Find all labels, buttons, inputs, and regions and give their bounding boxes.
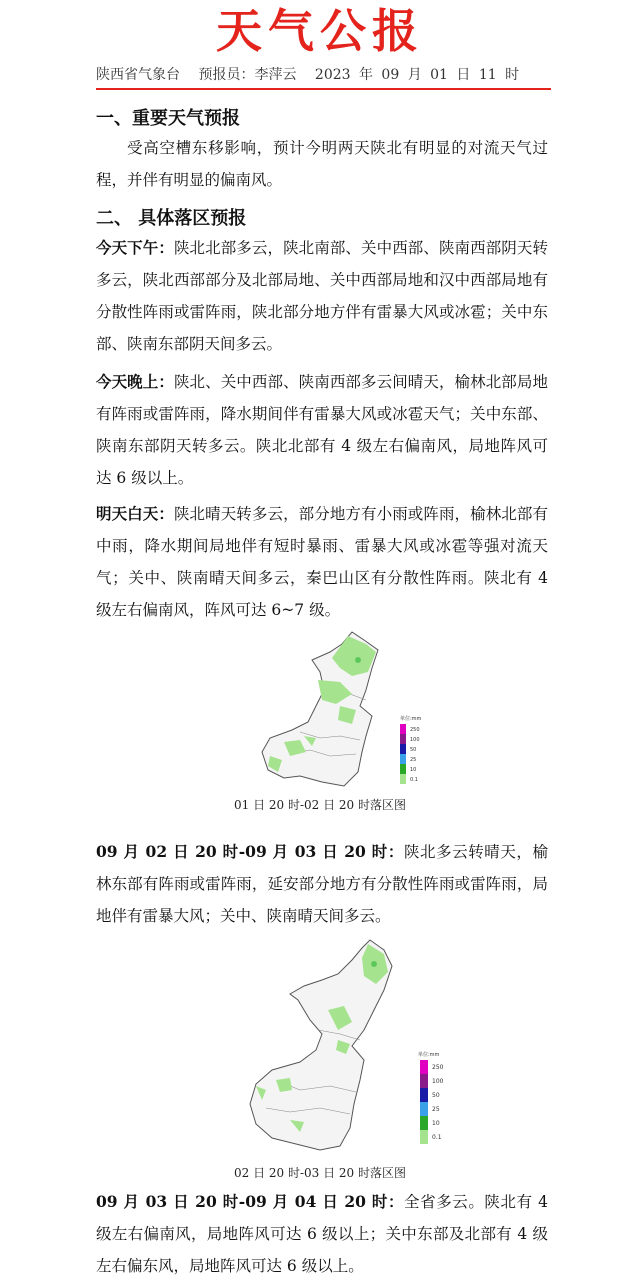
legend-unit: 单位:mm [400, 716, 422, 722]
legend-2 [418, 1051, 444, 1144]
legend-label: 250 [410, 727, 420, 733]
legend-label: 25 [410, 757, 417, 763]
period-label: 明天白天： [96, 504, 174, 523]
legend-label: 50 [410, 747, 417, 753]
title-divider [96, 88, 551, 90]
period-tomorrow-day [96, 498, 548, 626]
period-0903-0904 [96, 1186, 548, 1282]
period-text: 陕北、关中西部、陕南西部多云间晴天，榆林北部局地有阵雨或雷阵雨，降水期间伴有雷暴大风或冰雹天气；关中东部、陕南东部阴天转多云。陕北北部有 4 级左右偏南风，局地阵风可达 6 级以上。 [96, 373, 548, 487]
rain-area-1 [268, 636, 376, 772]
period-label: 今天晚上： [96, 372, 174, 391]
period-0902-0903 [96, 836, 548, 932]
period-text: 全省多云。陕北有 4 级左右偏南风，局地阵风可达 6 级以上；关中东部及北部有 4 级左右偏东风，局地阵风可达 6 级以上。 [96, 1193, 548, 1275]
period-text: 陕北晴天转多云，部分地方有小雨或阵雨，榆林北部有中雨，降水期间局地伴有短时暴雨、雷暴大风或冰雹等强对流天气；关中、陕南晴天间多云，秦巴山区有分散性阵雨。陕北有 4 级左右偏南风，阵风可达 6~7 级。 [96, 505, 548, 619]
report-meta [96, 64, 546, 86]
rain-area-2 [256, 944, 388, 1132]
legend-1 [400, 715, 422, 784]
issue-time: 2023 年 09 月 01 日 11 时 [314, 67, 520, 83]
map1-caption: 01 日 20 时-02 日 20 时落区图 [233, 798, 407, 812]
period-text: 陕北多云转晴天，榆林东部有阵雨或雷阵雨，延安部分地方有分散性阵雨或雷阵雨，局地伴有雷暴大风；关中、陕南晴天间多云。 [96, 843, 548, 925]
legend-label: 50 [432, 1092, 440, 1099]
period-label: 09 月 02 日 20 时-09 月 03 日 20 时： [96, 842, 404, 861]
legend-label: 10 [410, 767, 417, 773]
legend-label: 250 [432, 1064, 444, 1071]
report-title: 天气公报 [216, 4, 424, 58]
legend-label: 25 [432, 1106, 440, 1113]
legend-label: 0.1 [432, 1134, 442, 1141]
period-today-afternoon [96, 232, 548, 360]
period-label: 09 月 03 日 20 时-09 月 04 日 20 时： [96, 1192, 405, 1211]
section1-body: 受高空槽东移影响，预计今明两天陕北有明显的对流天气过程，并伴有明显的偏南风。 [96, 139, 548, 189]
period-tonight [96, 366, 548, 494]
period-label: 今天下午： [96, 238, 174, 257]
map2-caption: 02 日 20 时-03 日 20 时落区图 [233, 1166, 407, 1180]
section2-heading: 二、 具体落区预报 [96, 208, 247, 229]
shaanxi-outline-1 [262, 632, 378, 786]
forecaster: 预报员：李萍云 [198, 67, 297, 83]
legend-label: 10 [432, 1120, 440, 1127]
legend-label: 100 [410, 737, 420, 743]
section1-heading: 一、重要天气预报 [96, 108, 240, 129]
legend-label: 0.1 [410, 777, 418, 783]
legend-label: 100 [432, 1078, 444, 1085]
agency: 陕西省气象台 [96, 67, 180, 83]
period-text: 陕北北部多云，陕北南部、关中西部、陕南西部阴天转多云，陕北西部部分及北部局地、关中西部局地和汉中西部局地有分散性阵雨或雷阵雨，陕北部分地方伴有雷暴大风或冰雹；关中东部、陕南东部阴天间多云。 [96, 239, 548, 353]
legend-unit: 单位:mm [418, 1052, 440, 1058]
shaanxi-outline-2 [250, 940, 392, 1150]
